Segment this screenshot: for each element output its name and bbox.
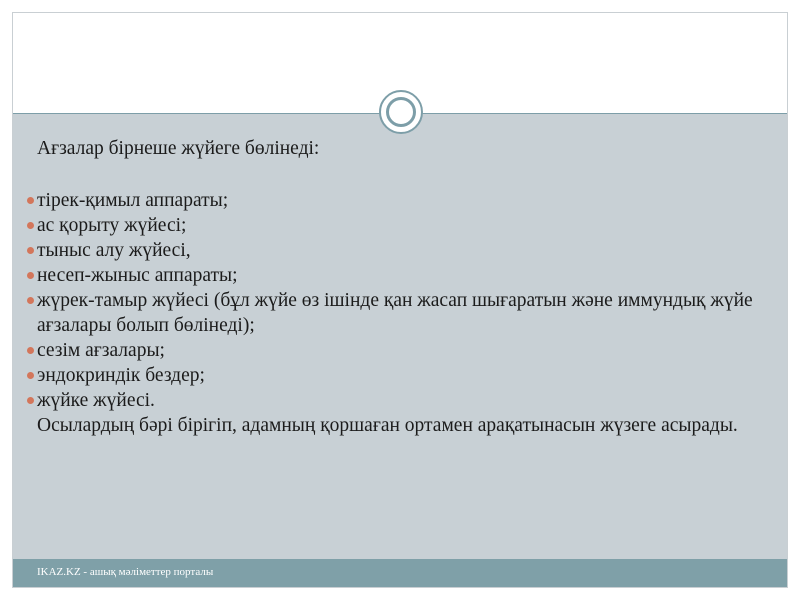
closing-text: Осылардың бәрі бірігіп, адамның қоршаған ортамен арақатынасын жүзеге асырады. [37,415,738,436]
circle-ornament-icon [379,90,423,134]
list-item [27,388,767,413]
list-item [27,288,767,338]
list-item-text: ас қорыту жүйесі; [37,215,187,236]
list-item-text: несеп-жыныс аппараты; [37,265,238,286]
circle-ornament-inner [386,97,416,127]
list-item [27,188,767,213]
list-item-text: жүйке жүйесі. [37,390,155,411]
list-item-text: тыныс алу жүйесі, [37,240,191,261]
footer-bar [13,559,787,587]
list-item [27,263,767,288]
list-item [27,238,767,263]
slide-body [27,136,767,438]
bullet-icon [27,197,34,204]
list-item-text: сезім ағзалары; [37,340,165,361]
bullet-icon [27,397,34,404]
list-item-text: тірек-қимыл аппараты; [37,190,229,211]
presentation-slide [12,12,788,588]
bullet-icon [27,272,34,279]
list-item-text: жүрек-тамыр жүйесі (бұл жүйе өз ішінде қан жасап шығаратын және иммундық жүйе ағзалары болып бөлінеді); [37,290,753,336]
bullet-icon [27,372,34,379]
bullet-icon [27,347,34,354]
list-item [27,213,767,238]
bullet-icon [27,222,34,229]
bullet-icon [27,247,34,254]
list-item [27,363,767,388]
footer-text: IKAZ.KZ - ашық мәліметтер порталы [37,566,214,578]
intro-text: Ағзалар бірнеше жүйеге бөлінеді: [37,138,320,159]
list-item [27,338,767,363]
bullet-icon [27,297,34,304]
list-item-text: эндокриндік бездер; [37,365,205,386]
